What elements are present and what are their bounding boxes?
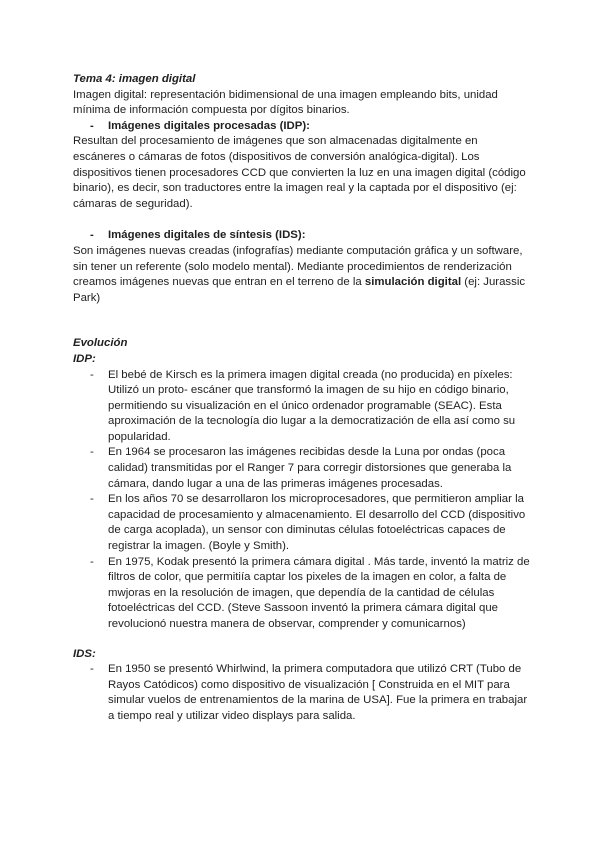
idp-paragraph: Resultan del procesamiento de imágenes que son almacenadas digitalmente en escáneres o cámaras de fotos (dispositivos de conversión analógica-digital). Los dispositivos tienen procesadores CCD que convierten la luz en una imagen digital (código binario), es decir, son traductores entre la imagen real y la captada por el dispositivo (ej: cámaras de seguridad).: [73, 135, 526, 210]
bullet-dash: -: [90, 119, 94, 132]
list-item: [73, 555, 533, 633]
ids-paragraph: [73, 244, 533, 306]
idp-heading-item: [73, 119, 533, 135]
list-item-text: En 1975, Kodak presentó la primera cámara digital . Más tarde, inventó la matriz de filtros de color, que permitiía captar los pixeles de la imagen en color, a falta de mwjoras en la resolución de imagen, que dependía de la cantidad de células fotoeléctricas del CCD. (Steve Sassoon inventó la primera cámara digital que revolucionó nuestra manera de observar, comprender y comunicarnos): [108, 555, 530, 630]
bullet-dash: -: [90, 229, 94, 242]
document-page: [73, 72, 533, 725]
list-item-text: En los años 70 se desarrollaron los microprocesadores, que permitieron ampliar la capacidad de procesamiento y almacenamiento. El desarrollo del CCD (dispositivo de carga acoplada), un sensor con diminutas células fotoeléctricas capaces de registrar la imagen. (Boyle y Smith).: [108, 493, 526, 553]
ids-heading: Imágenes digitales de síntesis (IDS):: [108, 229, 306, 242]
doc-title: Tema 4: imagen digital: [73, 73, 196, 85]
idp-subheading: IDP:: [73, 352, 96, 365]
bullet-dash: -: [90, 555, 94, 568]
ids-list: [73, 662, 533, 724]
list-item-text: En 1964 se procesaron las imágenes recibidas desde la Luna por ondas (poca calidad) transmitidas por el Ranger 7 para corregir distorsiones que generaba la cámara, dando lugar a una de las primeras imágenes procesadas.: [108, 446, 512, 490]
bullet-dash: -: [90, 368, 94, 381]
ids-heading-item: [73, 228, 533, 244]
ids-text-a: Son imágenes nuevas creadas (infografías) mediante computación gráfica y un software, sin tener un referente (solo modelo mental). Mediante procedimientos de renderización creamos imágenes nuevas que entran en el terreno de la: [73, 244, 523, 289]
list-item-text: El bebé de Kirsch es la primera imagen digital creada (no producida) en píxeles: Utilizó un proto- escáner que transformó la imagen de su hijo en código binario, permitiendo su visualización en el único ordenador programable (SEAC). Esta aproximación de la tecnología dio lugar a la democratización de ella así como su popularidad.: [108, 368, 516, 443]
idp-heading: Imágenes digitales procesadas (IDP):: [108, 119, 310, 132]
list-item: [73, 492, 533, 554]
intro-paragraph: Imagen digital: representación bidimensional de una imagen empleando bits, unidad mínima de información compuesta por dígitos binarios.: [73, 88, 498, 117]
ids-subheading: IDS:: [73, 647, 96, 660]
evolucion-heading: Evolución: [73, 337, 128, 350]
list-item: [73, 662, 533, 724]
bullet-dash: -: [90, 446, 94, 459]
ids-text-bold: simulación digital: [364, 276, 462, 289]
list-item: [73, 445, 533, 492]
list-item: [73, 368, 533, 446]
ids-text-b: (ej: Jurassic Park): [73, 276, 526, 304]
bullet-dash: -: [90, 663, 94, 676]
bullet-dash: -: [90, 493, 94, 506]
list-item-text: En 1950 se presentó Whirlwind, la primera computadora que utilizó CRT (Tubo de Rayos Catódicos) como dispositivo de visualización [ Construida en el MIT para simular vuelos de entrenamientos de la marina de USA]. Fue la primera en trabajar a tiempo real y utilizar video displays para salida.: [108, 663, 528, 722]
idp-list: [73, 368, 533, 633]
